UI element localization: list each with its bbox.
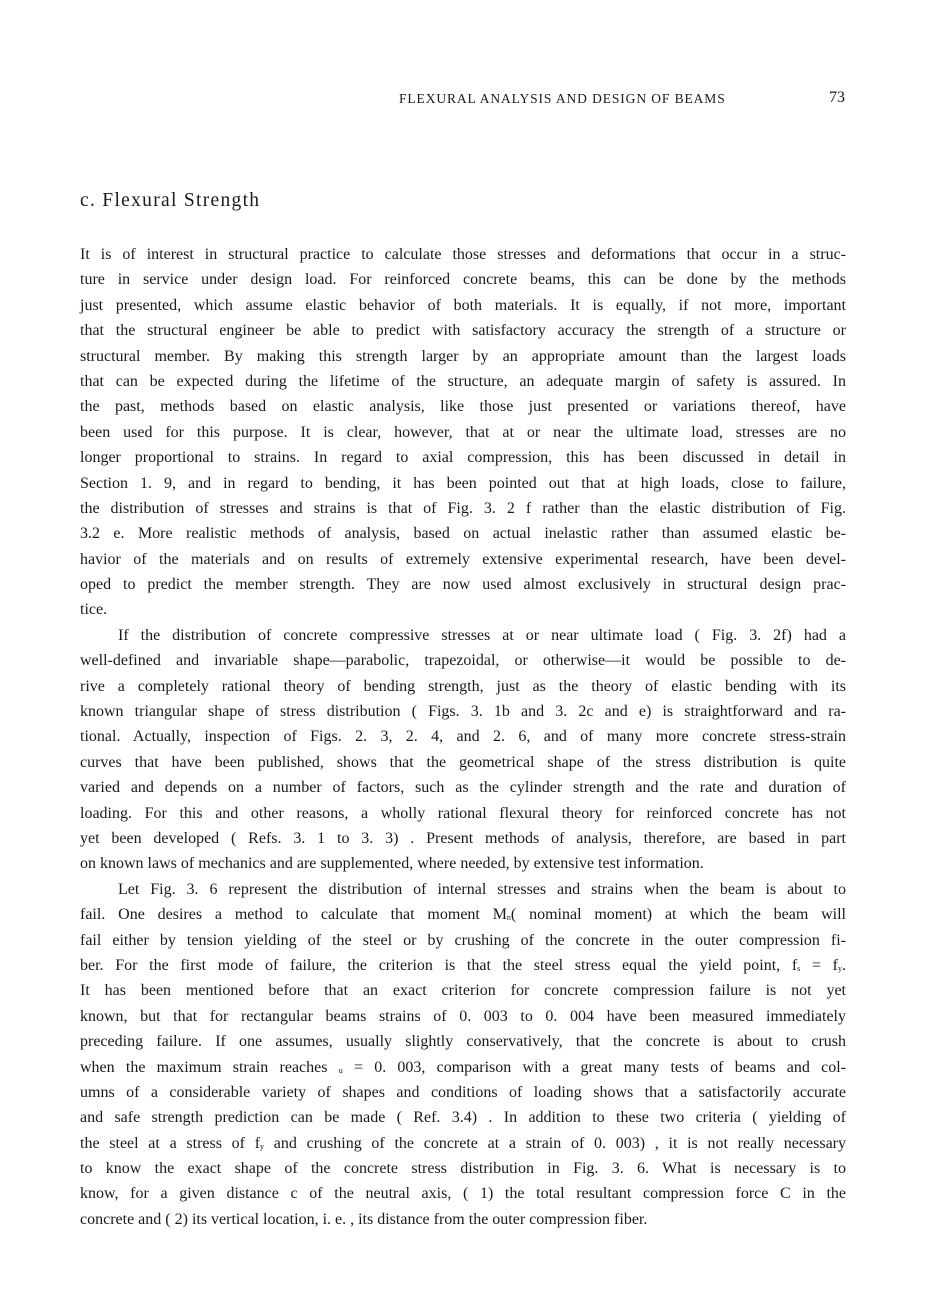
subscript: y [838, 963, 843, 973]
text-line [80, 851, 846, 876]
text-span: the steel at a stress of f [80, 1134, 261, 1152]
text-line [80, 420, 846, 445]
text-line [80, 801, 846, 826]
text-line [80, 724, 846, 749]
text-line [80, 902, 846, 927]
text-span: and safe strength prediction can be made ( Ref. 3.4) . In addition to these two criteria ( yielding of [80, 1109, 846, 1127]
text-line [80, 750, 846, 775]
text-span: tice. [80, 601, 108, 619]
text-span: and crushing of the concrete at a strain of 0. 003) , it is not really necessary [264, 1134, 846, 1152]
text-line [80, 445, 846, 470]
text-line [80, 699, 846, 724]
running-head: FLEXURAL ANALYSIS AND DESIGN OF BEAMS [399, 91, 726, 106]
text-span: just presented, which assume elastic behavior of both materials. It is equally, if not more, important [80, 296, 846, 314]
text-span: curves that have been published, shows that the geometrical shape of the stress distribution is quite [80, 753, 846, 771]
text-line [80, 471, 846, 496]
text-span: on known laws of mechanics and are supplemented, where needed, by extensive test information. [80, 855, 704, 873]
text-line [80, 1207, 846, 1232]
text-line [80, 775, 846, 800]
subscript: s [797, 963, 801, 973]
text-span: havior of the materials and on results of extremely extensive experimental research, have been devel- [80, 550, 846, 568]
text-span: 3.2 e. More realistic methods of analysis, based on actual inelastic rather than assumed elastic be- [80, 525, 846, 543]
text-line [80, 877, 846, 902]
text-line [80, 344, 846, 369]
text-span: ture in service under design load. For reinforced concrete beams, this can be done by the methods [80, 271, 846, 289]
text-span: ( nominal moment) at which the beam will [510, 906, 846, 924]
text-span: longer proportional to strains. In regard to axial compression, this has been discussed in detail in [80, 449, 846, 467]
text-span: = f [800, 956, 839, 974]
text-line [80, 1131, 846, 1156]
text-span: that can be expected during the lifetime of the structure, an adequate margin of safety is assured. In [80, 372, 846, 390]
text-line [80, 826, 846, 851]
text-line [80, 267, 846, 292]
paragraph [80, 242, 846, 623]
page-number: 73 [829, 89, 845, 106]
text-line [80, 496, 846, 521]
paragraph [80, 623, 846, 877]
subscript: y [260, 1141, 265, 1151]
text-line [80, 623, 846, 648]
text-span: well-defined and invariable shape—parabolic, trapezoidal, or otherwise—it would be possible to de- [80, 652, 846, 670]
text-line [80, 369, 846, 394]
text-span: been used for this purpose. It is clear, however, that at or near the ultimate load, stresses are no [80, 423, 846, 441]
paragraph [80, 877, 846, 1232]
text-span: loading. For this and other reasons, a wholly rational flexural theory for reinforced concrete has not [80, 804, 846, 822]
text-span: Section 1. 9, and in regard to bending, it has been pointed out that at high loads, close to failure, [80, 474, 846, 492]
text-line [80, 293, 846, 318]
text-span: oped to predict the member strength. They are now used almost exclusively in structural design prac- [80, 576, 846, 594]
text-line [80, 1080, 846, 1105]
text-line [80, 547, 846, 572]
text-span: ber. For the first mode of failure, the criterion is that the steel stress equal the yield point, f [80, 956, 798, 974]
text-span: the distribution of stresses and strains is that of Fig. 3. 2 f rather than the elastic distribution of Fig. [80, 499, 846, 517]
body-text [80, 242, 846, 1232]
text-span: . [842, 956, 847, 974]
section-heading: c. Flexural Strength [80, 190, 261, 211]
text-span: when the maximum strain reaches [80, 1058, 339, 1076]
text-span: know, for a given distance c of the neutral axis, ( 1) the total resultant compression force C in the [80, 1185, 846, 1203]
text-line [80, 572, 846, 597]
text-span: tional. Actually, inspection of Figs. 2. 3, 2. 4, and 2. 6, and of many more concrete stress-strain [80, 728, 846, 746]
text-span: umns of a considerable variety of shapes and conditions of loading shows that a satisfactorily accurate [80, 1083, 846, 1101]
text-span: to know the exact shape of the concrete stress distribution in Fig. 3. 6. What is necessary is to [80, 1160, 846, 1178]
text-line [80, 978, 846, 1003]
text-span: It has been mentioned before that an exact criterion for concrete compression failure is not yet [80, 982, 846, 1000]
text-line [80, 1105, 846, 1130]
text-line [80, 1004, 846, 1029]
text-span: known, but that for rectangular beams strains of 0. 003 to 0. 004 have been measured immediately [80, 1007, 846, 1025]
text-line [80, 648, 846, 673]
text-span: Let Fig. 3. 6 represent the distribution of internal stresses and strains when the beam is about to [118, 880, 846, 898]
text-line [80, 521, 846, 546]
text-line [80, 1181, 846, 1206]
text-span: structural member. By making this strength larger by an appropriate amount than the largest loads [80, 347, 846, 365]
text-span: rive a completely rational theory of bending strength, just as the theory of elastic bending with its [80, 677, 846, 695]
text-line [80, 1029, 846, 1054]
text-line [80, 597, 846, 622]
text-span: the past, methods based on elastic analysis, like those just presented or variations thereof, have [80, 398, 846, 416]
text-line [80, 674, 846, 699]
text-span: fail either by tension yielding of the steel or by crushing of the concrete in the outer compression fi- [80, 931, 846, 949]
subscript: u [338, 1065, 343, 1075]
text-line [80, 394, 846, 419]
text-span: varied and depends on a number of factors, such as the cylinder strength and the rate and duration of [80, 779, 846, 797]
text-span: that the structural engineer be able to predict with satisfactory accuracy the strength of a structure or [80, 322, 846, 340]
text-line [80, 318, 846, 343]
text-span: If the distribution of concrete compressive stresses at or near ultimate load ( Fig. 3. 2f) had a [118, 626, 846, 644]
text-span: concrete and ( 2) its vertical location, i. e. , its distance from the outer compression fiber. [80, 1210, 648, 1228]
text-line [80, 1055, 846, 1080]
text-span: fail. One desires a method to calculate that moment M [80, 906, 507, 924]
text-line [80, 953, 846, 978]
text-span: = 0. 003, comparison with a great many tests of beams and col- [342, 1058, 846, 1076]
subscript: n [506, 913, 511, 923]
text-line [80, 242, 846, 267]
text-line [80, 928, 846, 953]
text-span: known triangular shape of stress distribution ( Figs. 3. 1b and 3. 2c and e) is straightforward and ra- [80, 703, 846, 721]
text-line [80, 1156, 846, 1181]
text-span: yet been developed ( Refs. 3. 1 to 3. 3) . Present methods of analysis, therefore, are based in part [80, 829, 846, 847]
text-span: It is of interest in structural practice to calculate those stresses and deformations that occur in a struc- [80, 246, 846, 263]
text-span: preceding failure. If one assumes, usually slightly conservatively, that the concrete is about to crush [80, 1033, 846, 1051]
